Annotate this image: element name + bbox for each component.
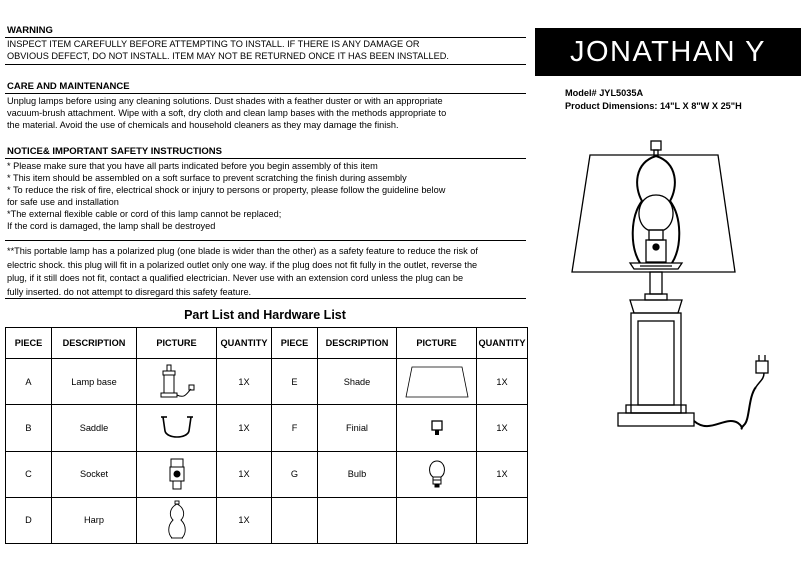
socket-icon	[167, 457, 187, 491]
picture-cell	[137, 497, 217, 543]
text-line: * To reduce the risk of fire, electrical shock or injury to persons or property, please follow the guideline below	[7, 185, 446, 195]
parts-table	[5, 327, 528, 544]
table-row	[6, 359, 528, 405]
plug	[756, 361, 768, 373]
description-cell: Lamp base	[52, 359, 137, 405]
column-header: DESCRIPTION	[52, 328, 137, 359]
divider	[5, 93, 526, 94]
description-cell: Socket	[52, 451, 137, 497]
shade-outline	[572, 155, 735, 272]
piece-cell: B	[6, 405, 52, 451]
care-text	[7, 95, 527, 131]
care-heading: CARE AND MAINTENANCE	[7, 81, 130, 92]
table-row	[6, 497, 528, 543]
text-line: electric shock. this plug will fit in a polarized outlet only one way. if the plug does not fit fully in the outlet, reverse the	[7, 259, 478, 270]
column-header: QUANTITY	[217, 328, 272, 359]
harp-icon	[165, 500, 189, 540]
quantity-cell: 1X	[477, 359, 528, 405]
text-line: OBVIOUS DEFECT, DO NOT INSTALL. ITEM MAY NOT BE RETURNED ONCE IT HAS BEEN INSTALLED.	[7, 51, 449, 61]
safety-heading: NOTICE& IMPORTANT SAFETY INSTRUCTIONS	[7, 146, 222, 157]
column-header: PICTURE	[397, 328, 477, 359]
table-header-row	[6, 328, 528, 359]
safety-text	[7, 160, 527, 232]
piece-cell: C	[6, 451, 52, 497]
quantity-cell: 1X	[217, 497, 272, 543]
table-row	[6, 405, 528, 451]
text-line: vacuum-brush attachment. Wipe with a soft, dry cloth and clean lamp bases with the methods appropriate to	[7, 108, 447, 118]
description-cell	[318, 497, 397, 543]
text-line: INSPECT ITEM CAREFULLY BEFORE ATTEMPTING TO INSTALL. IF THERE IS ANY DAMAGE OR	[7, 39, 420, 49]
picture-cell	[137, 359, 217, 405]
brand-logo: JONATHAN Y	[535, 28, 801, 76]
description-cell: Saddle	[52, 405, 137, 451]
divider	[5, 158, 526, 159]
product-dimensions: Product Dimensions: 14"L X 8"W X 25"H	[565, 101, 742, 111]
description-cell: Shade	[318, 359, 397, 405]
model-number: Model# JYL5035A	[565, 88, 644, 98]
text-line: Unplug lamps before using any cleaning solutions. Dust shades with a feather duster or with an appropriate	[7, 96, 443, 106]
quantity-cell: 1X	[217, 451, 272, 497]
picture-cell	[137, 451, 217, 497]
divider	[5, 298, 526, 299]
shade-icon	[404, 365, 470, 399]
piece-cell: D	[6, 497, 52, 543]
text-line: **This portable lamp has a polarized plug (one blade is wider than the other) as a safety feature to reduce the risk of	[7, 246, 478, 256]
column-header: PICTURE	[137, 328, 217, 359]
text-line: for safe use and installation	[7, 197, 119, 207]
text-line: * Please make sure that you have all parts indicated before you begin assembly of this item	[7, 161, 378, 171]
quantity-cell	[477, 497, 528, 543]
picture-cell	[397, 359, 477, 405]
text-line: plug, if it still does not fit, contact a qualified electrician. Never use with an extension cord unless the plug can be	[7, 273, 464, 283]
warning-heading: WARNING	[7, 25, 53, 36]
quantity-cell: 1X	[477, 451, 528, 497]
lamp-assembly-illustration	[560, 135, 790, 440]
piece-cell: A	[6, 359, 52, 405]
warning-text	[7, 38, 527, 62]
text-line: * This item should be assembled on a soft surface to prevent scratching the finish during assembly	[7, 173, 407, 183]
picture-cell	[397, 497, 477, 543]
piece-cell: F	[272, 405, 318, 451]
piece-cell: G	[272, 451, 318, 497]
column-header: DESCRIPTION	[318, 328, 397, 359]
saddle-icon	[159, 415, 195, 441]
finial	[651, 141, 661, 150]
picture-cell	[397, 451, 477, 497]
parts-table-title: Part List and Hardware List	[184, 308, 346, 322]
column-header: PIECE	[272, 328, 318, 359]
description-cell: Harp	[52, 497, 137, 543]
table-row	[6, 451, 528, 497]
lamp-base-icon	[157, 363, 197, 401]
description-cell: Bulb	[318, 451, 397, 497]
text-line: the material. Avoid the use of chemicals and household cleaners as they may damage the finish.	[7, 120, 399, 130]
bulb-icon	[428, 459, 446, 489]
piece-cell	[272, 497, 318, 543]
picture-cell	[397, 405, 477, 451]
finial-icon	[430, 420, 444, 436]
picture-cell	[137, 405, 217, 451]
text-line: If the cord is damaged, the lamp shall be destroyed	[7, 221, 216, 231]
column-header: QUANTITY	[477, 328, 528, 359]
text-line: *The external flexible cable or cord of this lamp cannot be replaced;	[7, 209, 282, 219]
piece-cell: E	[272, 359, 318, 405]
quantity-cell: 1X	[477, 405, 528, 451]
divider	[5, 240, 526, 241]
quantity-cell: 1X	[217, 359, 272, 405]
divider	[5, 64, 526, 65]
polarized-plug-text	[7, 245, 527, 299]
description-cell: Finial	[318, 405, 397, 451]
quantity-cell: 1X	[217, 405, 272, 451]
text-line: fully inserted. do not attempt to disregard this safety feature.	[7, 286, 252, 297]
column-header: PIECE	[6, 328, 52, 359]
